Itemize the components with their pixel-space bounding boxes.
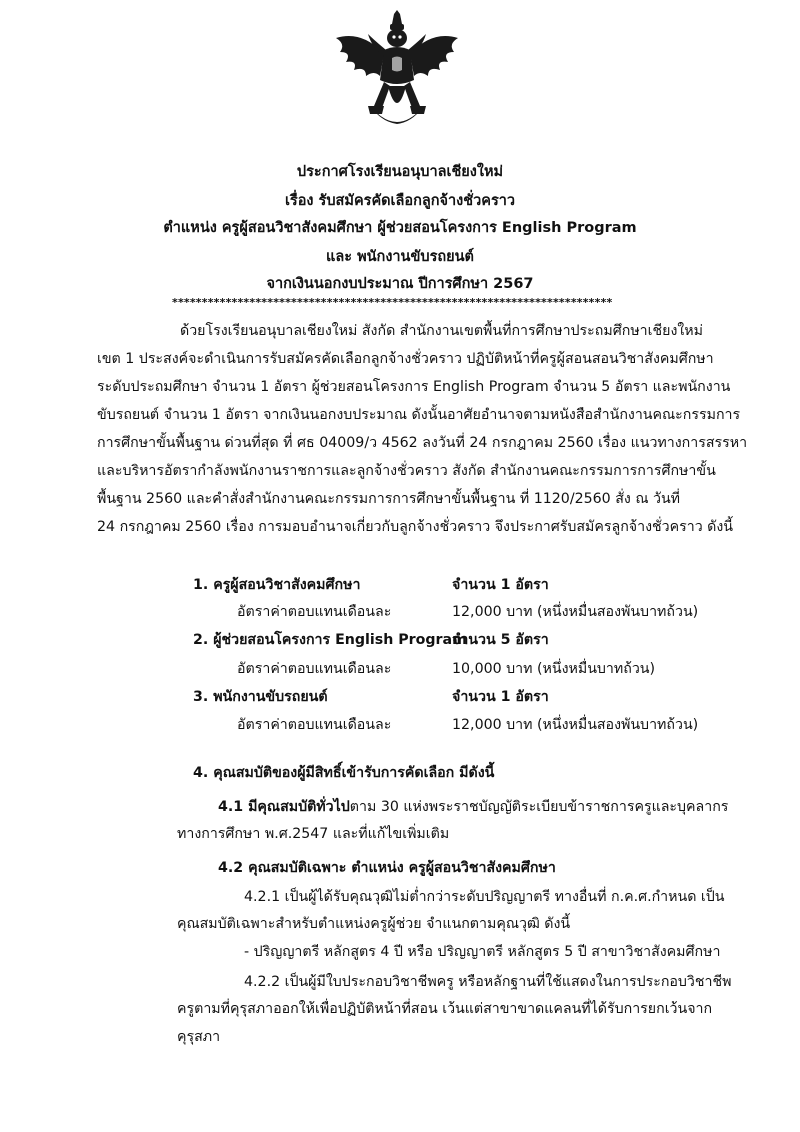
qualification-item-cont: ครูตามที่คุรุสภาออกให้เพื่อปฏิบัติหน้าที่สอน เว้นแต่สาขาขาดแคลนที่ได้รับการยกเว้นจาก bbox=[177, 1001, 713, 1017]
position-rate-label: อัตราค่าตอบแทนเดือนละ bbox=[237, 717, 392, 733]
position-title: 3. พนักงานขับรถยนต์ bbox=[193, 689, 328, 705]
qualification-item-cont: คุณสมบัติเฉพาะสำหรับตำแหน่งครูผู้ช่วย จำแนกตามคุณวุฒิ ดังนี้ bbox=[177, 916, 571, 932]
announcement-positions-cont: และ พนักงานขับรถยนต์ bbox=[326, 249, 474, 265]
qualification-degree: - ปริญญาตรี หลักสูตร 4 ปี หรือ ปริญญาตรี หลักสูตร 5 ปี สาขาวิชาสังคมศึกษา bbox=[244, 944, 721, 960]
qualification-item: 4.2.2 เป็นผู้มีใบประกอบวิชาชีพครู หรือหลักฐานที่ใช้แสดงในการประกอบวิชาชีพ bbox=[244, 974, 732, 990]
intro-line: ขับรถยนต์ จำนวน 1 อัตรา จากเงินนอกงบประมาณ ดังนั้นอาศัยอำนาจตามหนังสือสำนักงานคณะกรรมการ bbox=[97, 407, 741, 423]
garuda-emblem-icon bbox=[332, 10, 462, 138]
position-count: จำนวน 1 อัตรา bbox=[452, 689, 549, 705]
position-rate-label: อัตราค่าตอบแทนเดือนละ bbox=[237, 604, 392, 620]
position-count: จำนวน 5 อัตรา bbox=[452, 632, 549, 648]
qualification-item: 4.2.1 เป็นผู้ได้รับคุณวุฒิไม่ต่ำกว่าระดับปริญญาตรี ทางอื่นที่ ก.ค.ศ.กำหนด เป็น bbox=[244, 889, 725, 905]
intro-line: พื้นฐาน 2560 และคำสั่งสำนักงานคณะกรรมการการศึกษาขั้นพื้นฐาน ที่ 1120/2560 สั่ง ณ วันที่ bbox=[97, 491, 681, 507]
position-title: 1. ครูผู้สอนวิชาสังคมศึกษา bbox=[193, 577, 361, 593]
subsection-heading: 4.2 คุณสมบัติเฉพาะ ตำแหน่ง ครูผู้สอนวิชาสังคมศึกษา bbox=[218, 860, 556, 876]
qualification-general-label: 4.1 มีคุณสมบัติทั่วไป bbox=[218, 799, 350, 815]
intro-line: ระดับประถมศึกษา จำนวน 1 อัตรา ผู้ช่วยสอนโครงการ English Program จำนวน 5 อัตรา และพนักงาน bbox=[97, 379, 731, 395]
separator-line: ************************************************************************** bbox=[172, 296, 613, 309]
position-rate-value: 12,000 บาท (หนึ่งหมื่นสองพันบาทถ้วน) bbox=[452, 717, 699, 733]
qualification-item-cont: คุรุสภา bbox=[177, 1029, 221, 1045]
announcement-title: ประกาศโรงเรียนอนุบาลเชียงใหม่ bbox=[296, 164, 504, 180]
announcement-subject: เรื่อง รับสมัครคัดเลือกลูกจ้างชั่วคราว bbox=[284, 193, 516, 209]
qualification-general-cont: ทางการศึกษา พ.ศ.2547 และที่แก้ไขเพิ่มเติม bbox=[177, 826, 450, 842]
qualification-general-text: ตาม 30 แห่งพระราชบัญญัติระเบียบข้าราชการครูและบุคลากร bbox=[349, 799, 729, 815]
position-rate-label: อัตราค่าตอบแทนเดือนละ bbox=[237, 661, 392, 677]
intro-line: การศึกษาขั้นพื้นฐาน ด่วนที่สุด ที่ ศธ 04009/ว 4562 ลงวันที่ 24 กรกฎาคม 2560 เรื่อง แนวทางการสรรหา bbox=[97, 435, 748, 451]
announcement-funding: จากเงินนอกงบประมาณ ปีการศึกษา 2567 bbox=[266, 276, 534, 292]
intro-line: และบริหารอัตรากำลังพนักงานราชการและลูกจ้างชั่วคราว สังกัด สำนักงานคณะกรรมการการศึกษาขั้น bbox=[97, 463, 716, 479]
announcement-positions: ตำแหน่ง ครูผู้สอนวิชาสังคมศึกษา ผู้ช่วยสอนโครงการ English Program bbox=[163, 220, 637, 236]
intro-line: 24 กรกฎาคม 2560 เรื่อง การมอบอำนาจเกี่ยวกับลูกจ้างชั่วคราว จึงประกาศรับสมัครลูกจ้างชั่วคราว ดังนี้ bbox=[97, 519, 734, 535]
section-heading: 4. คุณสมบัติของผู้มีสิทธิ์เข้ารับการคัดเลือก มีดังนี้ bbox=[193, 765, 495, 781]
qualification-general bbox=[218, 796, 728, 818]
position-count: จำนวน 1 อัตรา bbox=[452, 577, 549, 593]
position-rate-value: 10,000 บาท (หนึ่งหมื่นบาทถ้วน) bbox=[452, 661, 656, 677]
intro-line: ด้วยโรงเรียนอนุบาลเชียงใหม่ สังกัด สำนักงานเขตพื้นที่การศึกษาประถมศึกษาเชียงใหม่ bbox=[180, 323, 704, 339]
intro-line: เขต 1 ประสงค์จะดำเนินการรับสมัครคัดเลือกลูกจ้างชั่วคราว ปฏิบัติหน้าที่ครูผู้สอนสอนวิชาสังคมศึกษา bbox=[97, 351, 714, 367]
position-title: 2. ผู้ช่วยสอนโครงการ English Program bbox=[193, 632, 467, 648]
position-rate-value: 12,000 บาท (หนึ่งหมื่นสองพันบาทถ้วน) bbox=[452, 604, 699, 620]
